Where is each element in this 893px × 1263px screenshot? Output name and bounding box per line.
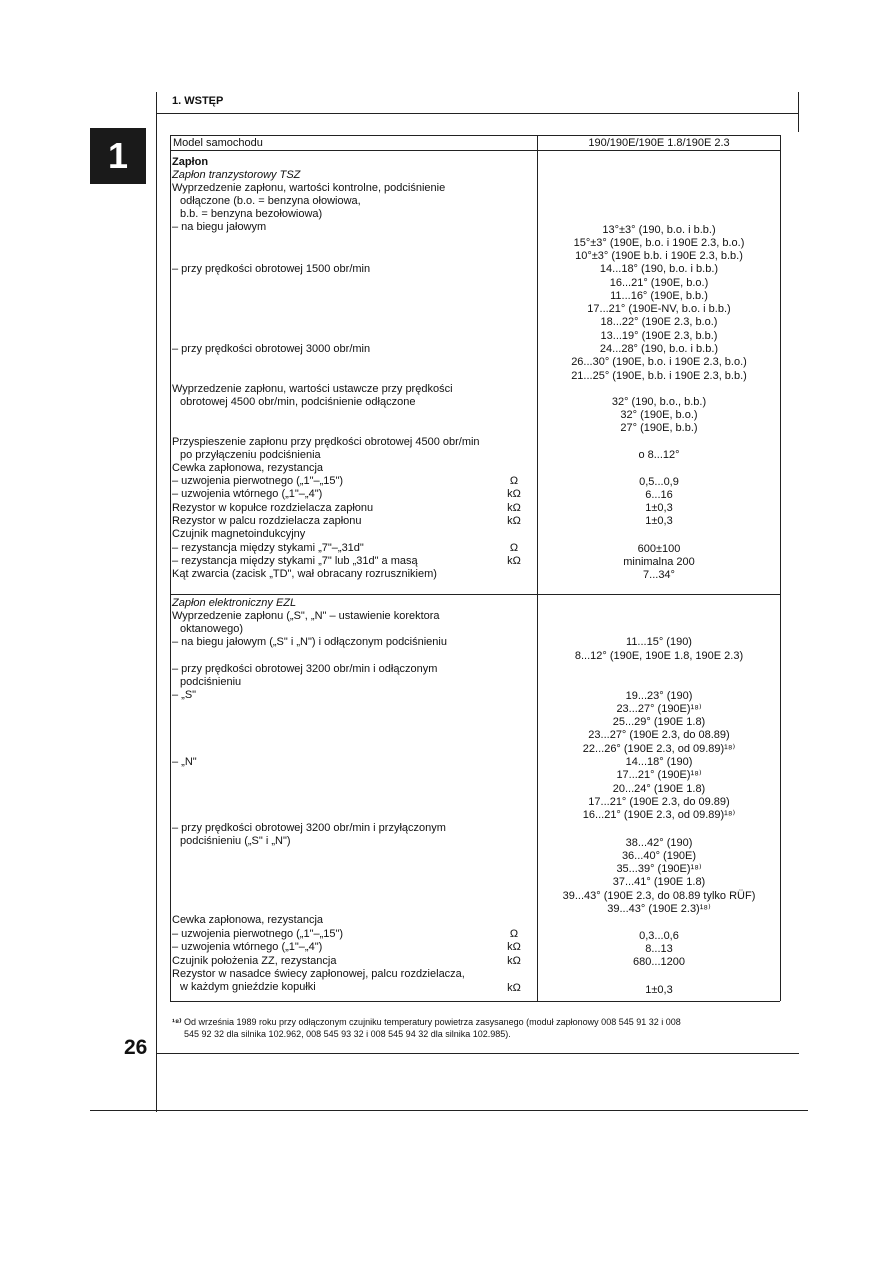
unit-primary: Ω (509, 475, 519, 487)
label-rpm-3200-disconnected-2: podciśnieniu (180, 676, 242, 688)
page-number: 26 (124, 1036, 148, 1059)
value-dwell-angle: 7...34° (643, 569, 675, 581)
table-right-border (780, 135, 781, 1001)
value-secondary: 6...16 (645, 489, 673, 501)
footnote (172, 1016, 792, 1040)
value-s-3: 25...29° (190E 1.8) (612, 716, 706, 728)
column-header-model: Model samochodu (173, 137, 263, 149)
label-advance-check-2: odłączone (b.o. = benzyna ołowiowa, (180, 195, 361, 207)
bottom-rule (90, 1110, 808, 1111)
value-3000-3: 21...25° (190E, b.b. i 190E 2.3, b.b.) (571, 370, 747, 382)
value-connected-6: 39...43° (190E 2.3)¹⁸⁾ (607, 903, 711, 915)
label-plug-resistor-2: w każdym gnieździe kopułki (180, 981, 316, 993)
label-primary-winding-ezl: – uzwojenia pierwotnego („1"–„15") (172, 928, 344, 940)
footer-rule (156, 1053, 799, 1054)
value-set-3: 27° (190E, b.b.) (620, 422, 698, 434)
value-s-2: 23...27° (190E)¹⁸⁾ (616, 703, 702, 715)
label-plug-resistor: Rezystor w nasadce świecy zapłonowej, palcu rozdzielacza, (172, 968, 465, 980)
value-connected-1: 38...42° (190) (625, 837, 693, 849)
section-title-ignition: Zapłon (172, 156, 209, 168)
value-idle-ezl-2: 8...12° (190E, 190E 1.8, 190E 2.3) (574, 650, 744, 662)
footnote-mark: ¹⁸⁾ (172, 1017, 182, 1027)
value-n-2: 17...21° (190E)¹⁸⁾ (616, 769, 702, 781)
label-advance-check: Wyprzedzenie zapłonu, wartości kontrolne, podciśnienie (172, 182, 446, 194)
table-left-border (170, 135, 171, 1001)
section-subtitle-ezl: Zapłon elektroniczny EZL (172, 597, 297, 609)
label-setting-s: – „S" (172, 689, 197, 701)
value-3000-1: 24...28° (190, b.o. i b.b.) (599, 343, 719, 355)
label-magnetic-sensor: Czujnik magnetoindukcyjny (172, 528, 306, 540)
label-rotor-arm-resistor: Rezystor w palcu rozdzielacza zapłonu (172, 515, 362, 527)
label-position-sensor: Czujnik położenia ZZ, rezystancja (172, 955, 337, 967)
unit-secondary: kΩ (507, 488, 521, 500)
value-rotor-arm: 1±0,3 (645, 515, 673, 527)
label-resistance-7-ground: – rezystancja między stykami „7" lub „31d" a masą (172, 555, 418, 567)
unit-rotor-cap: kΩ (507, 502, 521, 514)
value-s-1: 19...23° (190) (625, 690, 693, 702)
value-idle-1: 13°±3° (190, b.o. i b.b.) (602, 224, 716, 236)
value-n-1: 14...18° (190) (625, 756, 693, 768)
value-1500-3: 11...16° (190E, b.b.) (610, 290, 708, 302)
label-dwell-angle: Kąt zwarcia (zacisk „TD", wał obracany rozrusznikiem) (172, 568, 437, 580)
label-secondary-winding-ezl: – uzwojenia wtórnego („1"–„4") (172, 941, 323, 953)
table-header-rule (170, 150, 780, 151)
footnote-line-1: Od września 1989 roku przy odłączonym czujniku temperatury powietrza zasysanego (moduł zapłonowy 008 545 91 32 i 008 (183, 1017, 681, 1027)
value-n-4: 17...21° (190E 2.3, do 09.89) (588, 796, 730, 808)
label-setting-n: – „N" (172, 756, 197, 768)
table-middle-border (537, 135, 538, 1001)
label-rpm-3200-connected-2: podciśnieniu („S" i „N") (180, 835, 291, 847)
label-advance-set-2: obrotowej 4500 obr/min, podciśnienie odłączone (180, 396, 416, 408)
value-1500-6: 13...19° (190E 2.3, b.b.) (600, 330, 718, 342)
value-connected-2: 36...40° (190E) (621, 850, 697, 862)
label-rpm-1500: – przy prędkości obrotowej 1500 obr/min (172, 263, 371, 275)
label-rpm-3200-connected: – przy prędkości obrotowej 3200 obr/min i przyłączonym (172, 822, 446, 834)
label-coil-resistance: Cewka zapłonowa, rezystancja (172, 462, 324, 474)
value-position-sensor: 680...1200 (633, 956, 685, 968)
value-1500-5: 18...22° (190E 2.3, b.o.) (600, 316, 718, 328)
chapter-title: 1. WSTĘP (172, 95, 224, 107)
label-rotor-cap-resistor: Rezystor w kopułce rozdzielacza zapłonu (172, 502, 374, 514)
label-acceleration-2: po przyłączeniu podciśnienia (180, 449, 321, 461)
value-n-5: 16...21° (190E 2.3, od 09.89)¹⁸⁾ (582, 809, 736, 821)
value-1500-4: 17...21° (190E-NV, b.o. i b.b.) (587, 303, 731, 315)
value-plug-resistor: 1±0,3 (645, 984, 673, 996)
value-idle-ezl-1: 11...15° (190) (626, 636, 692, 648)
header-rule (156, 113, 799, 114)
label-coil-resistance-ezl: Cewka zapłonowa, rezystancja (172, 914, 324, 926)
value-secondary-ezl: 8...13 (645, 943, 673, 955)
value-set-2: 32° (190E, b.o.) (620, 409, 698, 421)
label-rpm-3000: – przy prędkości obrotowej 3000 obr/min (172, 343, 371, 355)
unit-resistance-7-ground: kΩ (507, 555, 521, 567)
value-connected-5: 39...43° (190E 2.3, do 08.89 tylko RÜF) (562, 890, 756, 902)
page-frame-left (156, 92, 157, 1112)
value-rotor-cap: 1±0,3 (645, 502, 673, 514)
unit-resistance-7-31d: Ω (509, 542, 519, 554)
label-advance-set: Wyprzedzenie zapłonu, wartości ustawcze przy prędkości (172, 383, 453, 395)
label-rpm-3200-disconnected: – przy prędkości obrotowej 3200 obr/min i odłączonym (172, 663, 438, 675)
label-idle: – na biegu jałowym (172, 221, 267, 233)
label-advance-octane: Wyprzedzenie zapłonu („S", „N" – ustawienie korektora (172, 610, 440, 622)
unit-primary-ezl: Ω (509, 928, 519, 940)
section-rule (170, 594, 780, 595)
value-connected-4: 37...41° (190E 1.8) (612, 876, 706, 888)
value-1500-2: 16...21° (190E, b.o.) (609, 277, 709, 289)
label-primary-winding: – uzwojenia pierwotnego („1"–„15") (172, 475, 344, 487)
table-bottom-rule (170, 1001, 780, 1002)
value-resistance-7-ground: minimalna 200 (623, 556, 695, 568)
value-idle-2: 15°±3° (190E, b.o. i 190E 2.3, b.o.) (573, 237, 745, 249)
value-set-1: 32° (190, b.o., b.b.) (611, 396, 707, 408)
section-subtitle-tsz: Zapłon tranzystorowy TSZ (172, 169, 301, 181)
value-connected-3: 35...39° (190E)¹⁸⁾ (616, 863, 702, 875)
label-secondary-winding: – uzwojenia wtórnego („1"–„4") (172, 488, 323, 500)
value-idle-3: 10°±3° (190E b.b. i 190E 2.3, b.b.) (575, 250, 743, 262)
value-s-5: 22...26° (190E 2.3, od 09.89)¹⁸⁾ (582, 743, 736, 755)
chapter-tab: 1 (90, 128, 146, 184)
value-acceleration: o 8...12° (638, 449, 680, 461)
unit-position-sensor: kΩ (507, 955, 521, 967)
unit-rotor-arm: kΩ (507, 515, 521, 527)
value-n-3: 20...24° (190E 1.8) (612, 783, 706, 795)
page-frame-right (798, 92, 799, 132)
unit-secondary-ezl: kΩ (507, 941, 521, 953)
label-advance-check-3: b.b. = benzyna bezołowiowa) (180, 208, 323, 220)
label-resistance-7-31d: – rezystancja między stykami „7"–„31d" (172, 542, 364, 554)
label-acceleration: Przyspieszenie zapłonu przy prędkości obrotowej 4500 obr/min (172, 436, 480, 448)
value-3000-2: 26...30° (190E, b.o. i 190E 2.3, b.o.) (571, 356, 747, 368)
value-1500-1: 14...18° (190, b.o. i b.b.) (599, 263, 719, 275)
label-advance-octane-2: oktanowego) (180, 623, 243, 635)
value-primary: 0,5...0,9 (639, 476, 679, 488)
value-s-4: 23...27° (190E 2.3, do 08.89) (588, 729, 730, 741)
table-top-rule (170, 135, 780, 136)
unit-plug-resistor: kΩ (507, 982, 521, 994)
column-header-versions: 190/190E/190E 1.8/190E 2.3 (588, 137, 730, 149)
value-primary-ezl: 0,3...0,6 (639, 930, 679, 942)
footnote-line-2: 545 92 32 dla silnika 102.962, 008 545 93 32 i 008 545 94 32 dla silnika 102.985). (184, 1029, 511, 1039)
label-idle-ezl: – na biegu jałowym („S" i „N") i odłączonym podciśnieniu (172, 636, 447, 648)
value-resistance-7-31d: 600±100 (637, 543, 681, 555)
